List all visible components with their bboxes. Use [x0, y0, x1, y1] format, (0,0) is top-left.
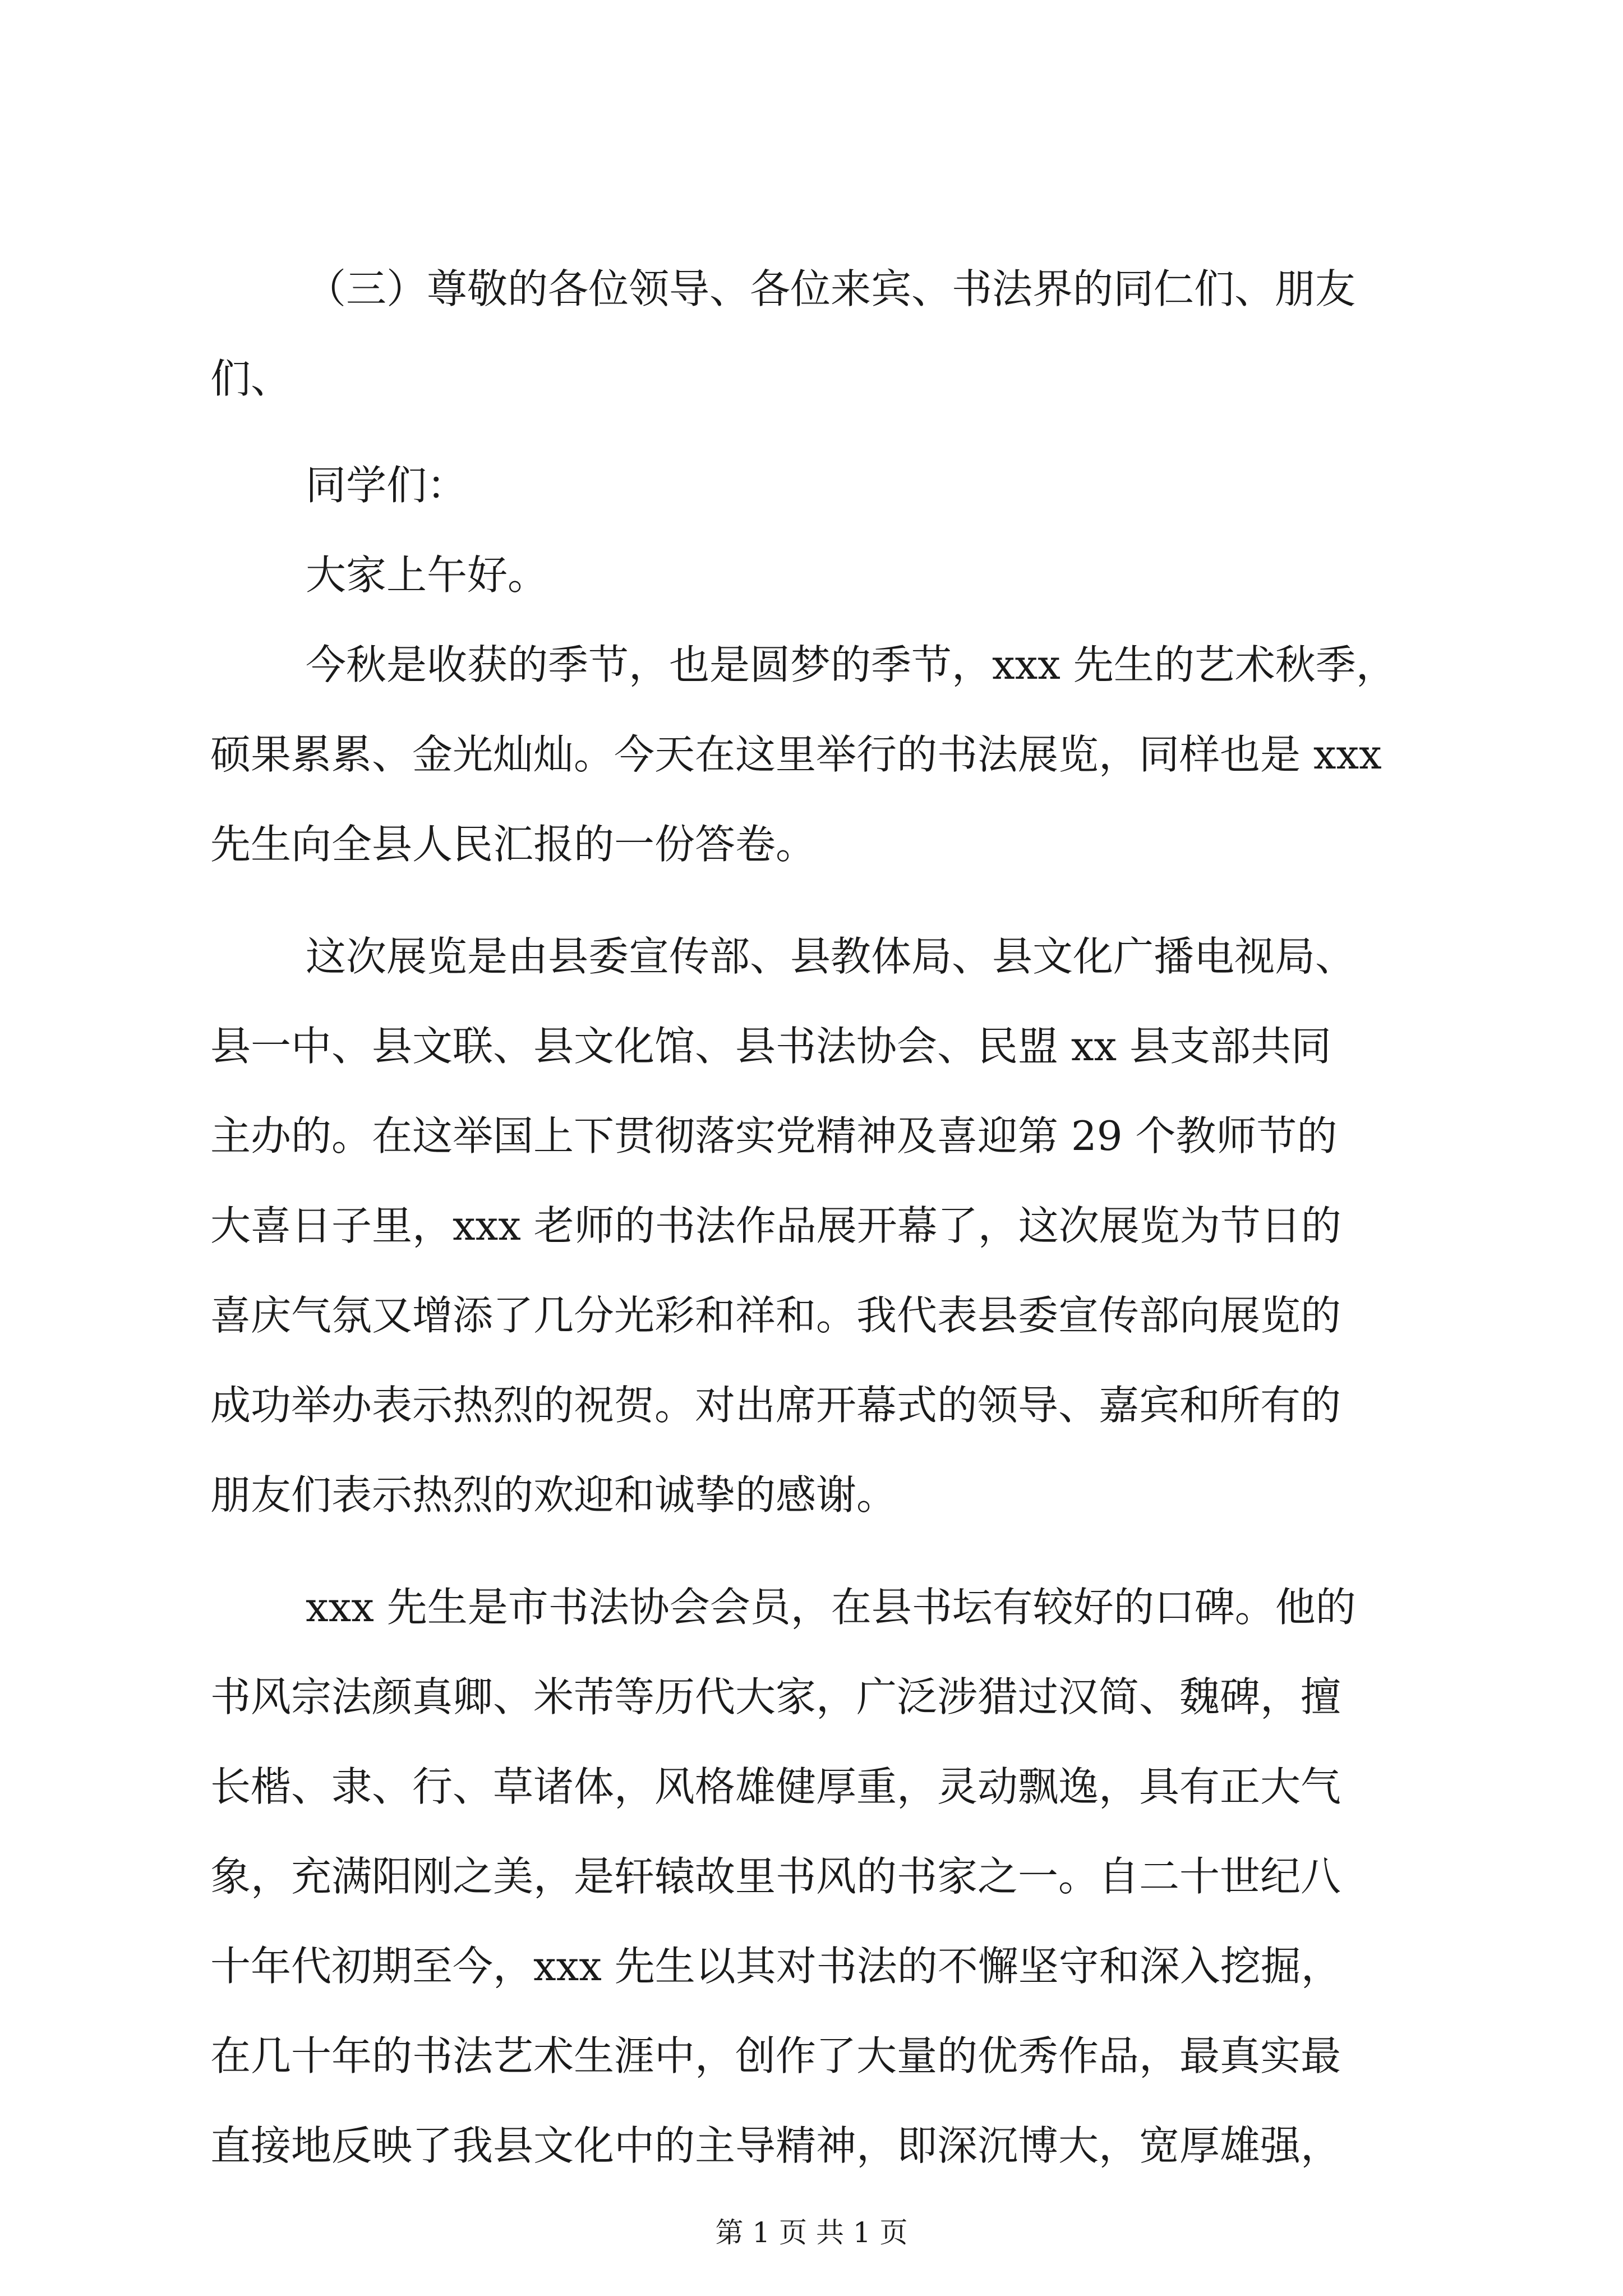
text-line: 主办的。在这举国上下贯彻落实党精神及喜迎第 29 个教师节的	[210, 1112, 1338, 1159]
text-line: 今秋是收获的季节，也是圆梦的季节，xxx 先生的艺术秋季，	[306, 641, 1396, 688]
text-line: （三）尊敬的各位领导、各位来宾、书法界的同仁们、朋友	[306, 265, 1356, 312]
text-line: 书风宗法颜真卿、米芾等历代大家，广泛涉猎过汉简、魏碑，擅	[210, 1673, 1341, 1720]
text-line: 在几十年的书法艺术生涯中，创作了大量的优秀作品，最真实最	[210, 2032, 1341, 2079]
text-line: 硕果累累、金光灿灿。今天在这里举行的书法展览，同样也是 xxx	[210, 731, 1382, 778]
text-line: 县一中、县文联、县文化馆、县书法协会、民盟 xx 县支部共同	[210, 1023, 1331, 1070]
text-line: xxx 先生是市书法协会会员，在县书坛有较好的口碑。他的	[306, 1584, 1356, 1631]
page-footer: 第 1 页 共 1 页	[715, 2216, 908, 2249]
text-line: 成功举办表示热烈的祝贺。对出席开幕式的领导、嘉宾和所有的	[210, 1382, 1341, 1429]
text-line: 朋友们表示热烈的欢迎和诚挚的感谢。	[210, 1471, 897, 1519]
text-line: 长楷、隶、行、草诸体，风格雄健厚重，灵动飘逸，具有正大气	[210, 1763, 1341, 1810]
text-line: 大家上午好。	[306, 551, 548, 599]
text-line: 直接地反映了我县文化中的主导精神，即深沉博大，宽厚雄强，	[210, 2122, 1341, 2169]
text-line: 先生向全县人民汇报的一份答卷。	[210, 821, 817, 868]
text-line: 们、	[210, 355, 292, 402]
text-line: 喜庆气氛又增添了几分光彩和祥和。我代表县委宣传部向展览的	[210, 1292, 1341, 1339]
text-line: 这次展览是由县委宣传部、县教体局、县文化广播电视局、	[306, 933, 1356, 980]
text-line: 大喜日子里，xxx 老师的书法作品展开幕了，这次展览为节日的	[210, 1202, 1341, 1249]
text-line: 象，充满阳刚之美，是轩辕故里书风的书家之一。自二十世纪八	[210, 1853, 1341, 1900]
text-line: 十年代初期至今，xxx 先生以其对书法的不懈坚守和深入挖掘，	[210, 1943, 1341, 1990]
text-line: 同学们：	[306, 462, 468, 509]
